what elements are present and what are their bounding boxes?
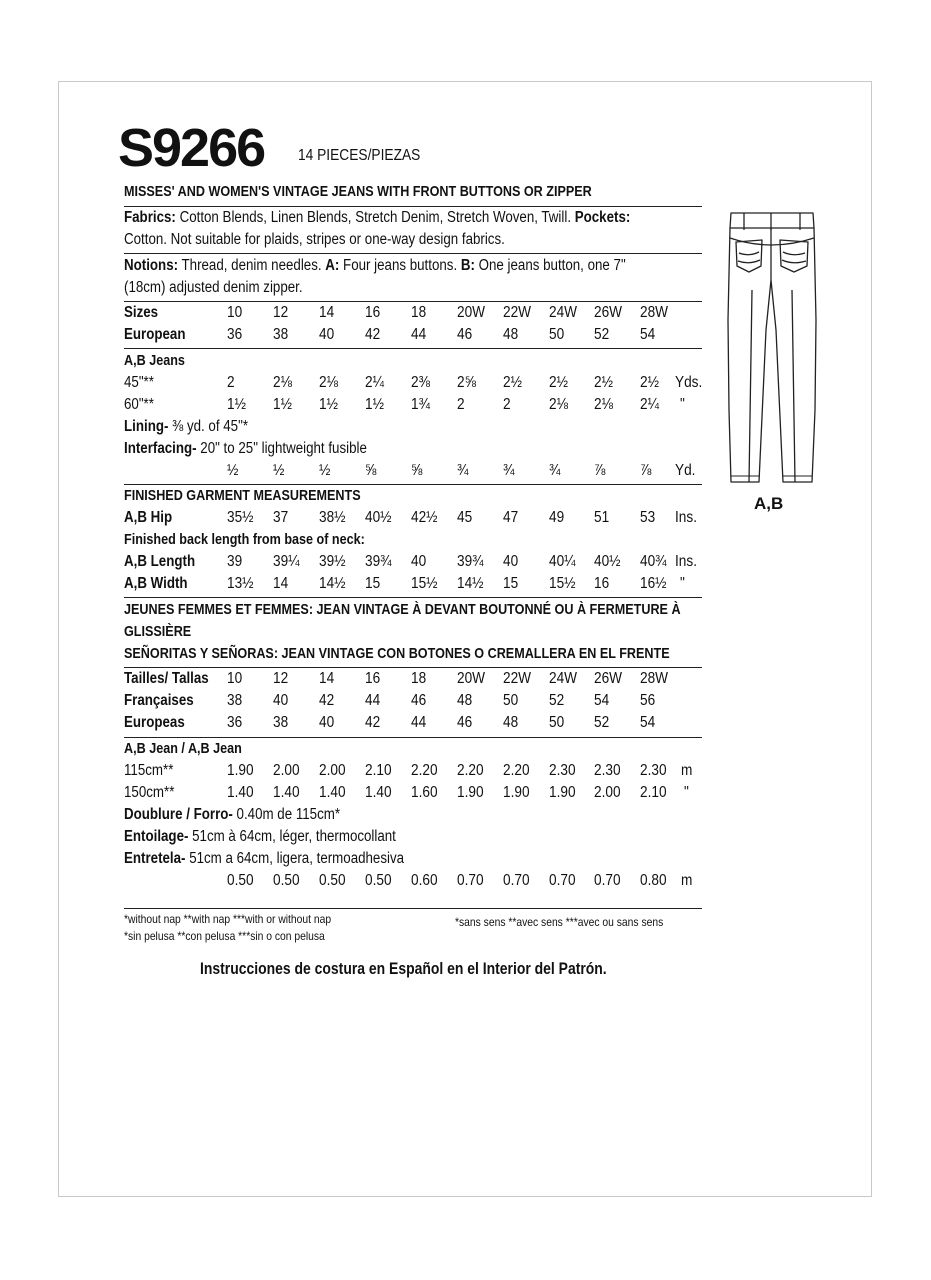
cell: 2⅛ xyxy=(319,374,338,391)
interfacing-text: 20" to 25" lightweight fusible xyxy=(196,440,367,457)
cell: 2.00 xyxy=(594,784,621,801)
cell: 44 xyxy=(411,714,427,731)
doublure-line xyxy=(124,806,340,824)
view-a-label: A: xyxy=(325,257,340,274)
tailles-row xyxy=(124,670,744,692)
cell: 44 xyxy=(411,326,427,343)
cell: 2½ xyxy=(594,374,613,391)
divider xyxy=(124,597,702,598)
cell: 40 xyxy=(319,326,335,343)
cell: 16 xyxy=(365,670,381,687)
cell: ⅝ xyxy=(365,462,377,479)
metric-150-row xyxy=(124,784,744,806)
unit: Ins. xyxy=(675,553,697,570)
cell: 12 xyxy=(273,304,289,321)
cell: 10 xyxy=(227,304,243,321)
divider xyxy=(124,301,702,302)
cell: ¾ xyxy=(457,462,469,479)
cell: 2 xyxy=(227,374,235,391)
cell: 24W xyxy=(549,304,578,321)
cell: 15½ xyxy=(411,575,438,592)
cell: 54 xyxy=(594,692,610,709)
cell: 2⅛ xyxy=(549,396,568,413)
cell: 54 xyxy=(640,326,656,343)
cell: 14 xyxy=(319,670,335,687)
row-label: 60"** xyxy=(124,396,154,413)
pattern-number: S9266 xyxy=(118,118,265,178)
view-b-notions: One jeans button, one 7" xyxy=(474,257,626,274)
cell: 18 xyxy=(411,670,427,687)
view-b-label: B: xyxy=(460,257,475,274)
cell: ½ xyxy=(273,462,285,479)
cell: 0.50 xyxy=(365,872,392,889)
cell: 42 xyxy=(319,692,335,709)
cell: 1.40 xyxy=(273,784,300,801)
cell: 42 xyxy=(365,326,381,343)
cell: 2½ xyxy=(549,374,568,391)
cell: 52 xyxy=(549,692,565,709)
divider xyxy=(124,348,702,349)
jeans-heading: A,B Jeans xyxy=(124,352,185,369)
cell: 50 xyxy=(549,326,565,343)
divider xyxy=(124,253,702,254)
cell: 26W xyxy=(594,304,623,321)
cell: 15½ xyxy=(549,575,576,592)
divider xyxy=(124,667,702,668)
cell: 22W xyxy=(503,304,532,321)
hip-row xyxy=(124,509,744,531)
pockets-label: Pockets: xyxy=(574,209,631,226)
row-label: A,B Width xyxy=(124,575,188,592)
spanish-title: SEÑORITAS Y SEÑORAS: JEAN VINTAGE CON BOTONES O CREMALLERA EN EL FRENTE xyxy=(124,645,670,662)
interfacing-label: Interfacing- xyxy=(124,440,197,457)
entretela-text: 51cm a 64cm, ligera, termoadhesiva xyxy=(185,850,405,867)
jean-heading: A,B Jean / A,B Jean xyxy=(124,740,242,757)
cell: 37 xyxy=(273,509,289,526)
yardage-45-row xyxy=(124,374,744,396)
cell: 2.20 xyxy=(411,762,438,779)
cell: 28W xyxy=(640,670,669,687)
cell: 0.50 xyxy=(227,872,254,889)
cell: 1.90 xyxy=(549,784,576,801)
cell: 0.70 xyxy=(503,872,530,889)
unit: Yds. xyxy=(675,374,703,391)
cell: 1.40 xyxy=(365,784,392,801)
cell: 48 xyxy=(503,326,519,343)
french-title-line-1: JEUNES FEMMES ET FEMMES: JEAN VINTAGE À DEVANT BOUTONNÉ OU À FERMETURE À xyxy=(124,601,681,618)
fabrics-line-2: Cotton. Not suitable for plaids, stripes or one-way design fabrics. xyxy=(124,231,505,248)
row-label: A,B Hip xyxy=(124,509,173,526)
interfacing-row xyxy=(124,462,744,484)
view-a-notions: Four jeans buttons. xyxy=(339,257,461,274)
entoilage-line xyxy=(124,828,396,846)
pieces-count: 14 PIECES/PIEZAS xyxy=(298,147,421,164)
sizes-row xyxy=(124,304,744,326)
row-label: 150cm** xyxy=(124,784,175,801)
cell: 2.00 xyxy=(319,762,346,779)
finished-measurements-heading: FINISHED GARMENT MEASUREMENTS xyxy=(124,487,361,504)
length-row xyxy=(124,553,744,575)
entretela-row xyxy=(124,872,744,894)
entoilage-label: Entoilage- xyxy=(124,828,189,845)
cell: 14 xyxy=(273,575,289,592)
view-label: A,B xyxy=(754,494,784,513)
cell: 1.60 xyxy=(411,784,438,801)
european-row xyxy=(124,326,744,348)
cell: 1.40 xyxy=(227,784,254,801)
fabrics-line-1 xyxy=(124,209,630,227)
cell: 50 xyxy=(503,692,519,709)
cell: 40½ xyxy=(594,553,621,570)
cell: 2.20 xyxy=(503,762,530,779)
cell: 1.40 xyxy=(319,784,346,801)
cell: 2⅛ xyxy=(273,374,292,391)
cell: 40 xyxy=(319,714,335,731)
cell: 40 xyxy=(503,553,519,570)
cell: 0.60 xyxy=(411,872,438,889)
cell: 51 xyxy=(594,509,610,526)
footnote-english: *without nap **with nap ***with or without nap xyxy=(124,912,332,926)
row-label: 115cm** xyxy=(124,762,174,779)
francaises-row xyxy=(124,692,744,714)
cell: 0.50 xyxy=(319,872,346,889)
notions-label: Notions: xyxy=(124,257,179,274)
cell: 54 xyxy=(640,714,656,731)
cell: 2.30 xyxy=(594,762,621,779)
cell: 40¼ xyxy=(549,553,576,570)
cell: 20W xyxy=(457,304,486,321)
cell: 2½ xyxy=(503,374,522,391)
cell: 1½ xyxy=(365,396,384,413)
cell: 2.10 xyxy=(365,762,392,779)
row-label: Tailles/ Tallas xyxy=(124,670,209,687)
cell: 48 xyxy=(457,692,473,709)
cell: ⅝ xyxy=(411,462,423,479)
fabrics-text: Cotton Blends, Linen Blends, Stretch Denim, Stretch Woven, Twill. xyxy=(175,209,575,226)
interfacing-line xyxy=(124,440,367,458)
cell: 14 xyxy=(319,304,335,321)
cell: 1.90 xyxy=(503,784,530,801)
row-label: Sizes xyxy=(124,304,159,321)
cell: 38 xyxy=(273,714,289,731)
cell: 46 xyxy=(411,692,427,709)
cell: 40¾ xyxy=(640,553,667,570)
row-label: 45"** xyxy=(124,374,154,391)
cell: 15 xyxy=(365,575,381,592)
divider xyxy=(124,737,702,738)
cell: 2 xyxy=(457,396,465,413)
cell: 2 xyxy=(503,396,511,413)
cell: 2.00 xyxy=(273,762,300,779)
cell: 18 xyxy=(411,304,427,321)
cell: 40 xyxy=(273,692,289,709)
europeas-row xyxy=(124,714,744,736)
cell: 38½ xyxy=(319,509,346,526)
doublure-label: Doublure / Forro- xyxy=(124,806,233,823)
cell: 2.10 xyxy=(640,784,667,801)
cell: 0.70 xyxy=(549,872,576,889)
width-row xyxy=(124,575,744,597)
entretela-line xyxy=(124,850,404,868)
cell: 44 xyxy=(365,692,381,709)
unit: Yd. xyxy=(675,462,696,479)
unit: Ins. xyxy=(675,509,697,526)
lining-label: Lining- xyxy=(124,418,169,435)
cell: 1½ xyxy=(273,396,292,413)
row-label: A,B Length xyxy=(124,553,196,570)
yardage-60-row xyxy=(124,396,744,418)
entoilage-text: 51cm à 64cm, léger, thermocollant xyxy=(188,828,396,845)
cell: 36 xyxy=(227,326,243,343)
cell: 35½ xyxy=(227,509,254,526)
fabrics-label: Fabrics: xyxy=(124,209,176,226)
cell: 39 xyxy=(227,553,243,570)
cell: 12 xyxy=(273,670,289,687)
cell: 2.30 xyxy=(549,762,576,779)
unit: " xyxy=(680,396,685,413)
cell: 2¼ xyxy=(365,374,384,391)
cell: ½ xyxy=(227,462,239,479)
back-length-heading: Finished back length from base of neck: xyxy=(124,531,365,548)
divider xyxy=(124,908,702,909)
notions-line-2: (18cm) adjusted denim zipper. xyxy=(124,279,303,296)
footnote-french: *sans sens **avec sens ***avec ou sans sens xyxy=(455,915,664,929)
cell: 45 xyxy=(457,509,473,526)
cell: 38 xyxy=(227,692,243,709)
cell: 14½ xyxy=(457,575,484,592)
row-label: Françaises xyxy=(124,692,194,709)
cell: 1.90 xyxy=(227,762,254,779)
cell: 38 xyxy=(273,326,289,343)
cell: 2⅜ xyxy=(411,374,430,391)
cell: 50 xyxy=(549,714,565,731)
cell: 42½ xyxy=(411,509,438,526)
cell: 39¾ xyxy=(365,553,392,570)
jeans-back-view-illustration xyxy=(722,210,822,488)
pattern-title: MISSES' AND WOMEN'S VINTAGE JEANS WITH FRONT BUTTONS OR ZIPPER xyxy=(124,183,592,200)
cell: 52 xyxy=(594,714,610,731)
footnote-spanish: *sin pelusa **con pelusa ***sin o con pelusa xyxy=(124,929,325,943)
cell: 2.30 xyxy=(640,762,667,779)
row-label: Europeas xyxy=(124,714,185,731)
cell: 28W xyxy=(640,304,669,321)
notions-line-1 xyxy=(124,257,626,275)
unit: " xyxy=(680,575,685,592)
cell: 2¼ xyxy=(640,396,659,413)
unit: " xyxy=(684,784,689,801)
lining-line xyxy=(124,418,248,436)
cell: 15 xyxy=(503,575,519,592)
cell: 36 xyxy=(227,714,243,731)
cell: 0.80 xyxy=(640,872,667,889)
cell: 1.90 xyxy=(457,784,484,801)
entretela-label: Entretela- xyxy=(124,850,186,867)
cell: 46 xyxy=(457,326,473,343)
cell: 1¾ xyxy=(411,396,430,413)
cell: 39¼ xyxy=(273,553,300,570)
cell: 52 xyxy=(594,326,610,343)
cell: 39¾ xyxy=(457,553,484,570)
cell: 0.70 xyxy=(457,872,484,889)
cell: ½ xyxy=(319,462,331,479)
french-title-line-2: GLISSIÈRE xyxy=(124,623,192,640)
cell: 56 xyxy=(640,692,656,709)
notions-text: Thread, denim needles. xyxy=(178,257,326,274)
cell: 2⅝ xyxy=(457,374,476,391)
divider xyxy=(124,484,702,485)
cell: 40 xyxy=(411,553,427,570)
unit: m xyxy=(681,762,693,779)
cell: 16½ xyxy=(640,575,667,592)
cell: 47 xyxy=(503,509,519,526)
cell: 46 xyxy=(457,714,473,731)
lining-text: ⅜ yd. of 45"* xyxy=(168,418,249,435)
cell: 24W xyxy=(549,670,578,687)
cell: ¾ xyxy=(549,462,561,479)
cell: 20W xyxy=(457,670,486,687)
cell: 1½ xyxy=(227,396,246,413)
cell: 0.50 xyxy=(273,872,300,889)
cell: 39½ xyxy=(319,553,346,570)
cell: 2⅛ xyxy=(594,396,613,413)
cell: 2½ xyxy=(640,374,659,391)
unit: m xyxy=(681,872,693,889)
row-label: European xyxy=(124,326,186,343)
cell: 22W xyxy=(503,670,532,687)
cell: 16 xyxy=(365,304,381,321)
spanish-instructions: Instrucciones de costura en Español en el Interior del Patrón. xyxy=(200,959,607,978)
cell: ⅞ xyxy=(594,462,606,479)
metric-115-row xyxy=(124,762,744,784)
cell: 16 xyxy=(594,575,610,592)
cell: 53 xyxy=(640,509,656,526)
cell: 13½ xyxy=(227,575,254,592)
cell: 1½ xyxy=(319,396,338,413)
cell: 2.20 xyxy=(457,762,484,779)
cell: 42 xyxy=(365,714,381,731)
doublure-text: 0.40m de 115cm* xyxy=(232,806,341,823)
cell: 49 xyxy=(549,509,565,526)
cell: 10 xyxy=(227,670,243,687)
cell: 48 xyxy=(503,714,519,731)
cell: ¾ xyxy=(503,462,515,479)
cell: ⅞ xyxy=(640,462,652,479)
cell: 14½ xyxy=(319,575,346,592)
cell: 0.70 xyxy=(594,872,621,889)
divider xyxy=(124,206,702,207)
cell: 40½ xyxy=(365,509,392,526)
cell: 26W xyxy=(594,670,623,687)
